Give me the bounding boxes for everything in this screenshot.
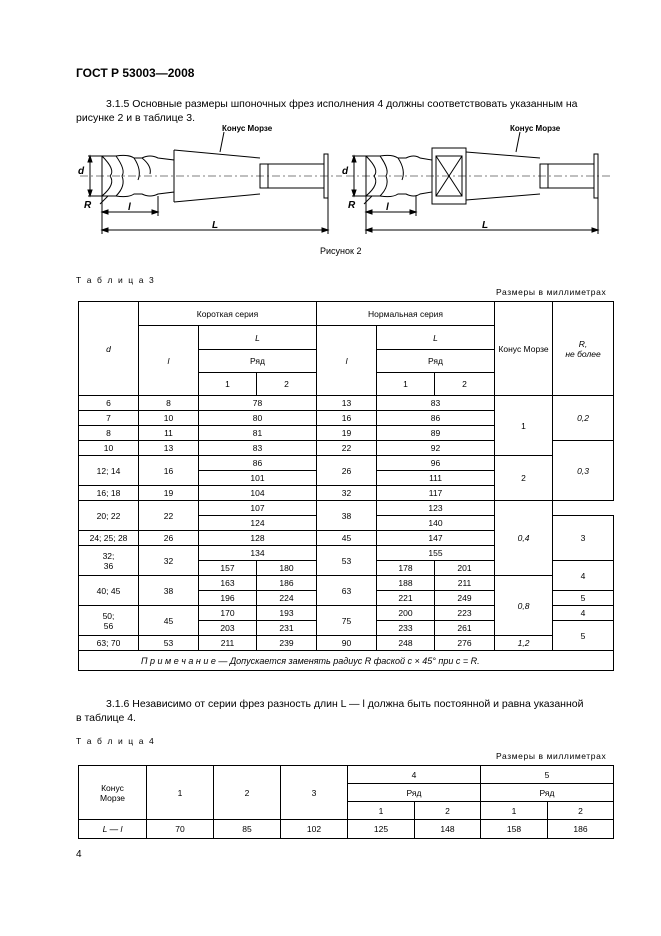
- t4-head-sub: 2: [548, 802, 614, 820]
- t4-cell: 148: [415, 820, 481, 839]
- t3-cell: 4: [553, 561, 614, 591]
- t3-cell: 124: [199, 516, 317, 531]
- t3-head-r-line1: R,: [578, 338, 588, 349]
- t3-cell: 157: [199, 561, 257, 576]
- t3-head-r: [553, 302, 614, 396]
- t3-cell: 19: [317, 426, 377, 441]
- t3-cell: 89: [377, 426, 495, 441]
- t3-cell: 86: [377, 411, 495, 426]
- t3-cell: 16: [317, 411, 377, 426]
- t3-cell: 19: [139, 486, 199, 501]
- t3-cell: 40; 45: [79, 576, 139, 606]
- label-L-right: L: [482, 220, 489, 231]
- t3-cell: 2: [495, 456, 553, 501]
- t3-cell: 63; 70: [79, 636, 139, 651]
- t4-head-col: 4: [348, 766, 481, 784]
- t3-head-l-normal: l: [317, 326, 377, 396]
- table3-units: Размеры в миллиметрах: [496, 287, 607, 297]
- t3-cell: 248: [377, 636, 435, 651]
- t3-cell: 170: [199, 606, 257, 621]
- t3-cell: 123: [377, 501, 495, 516]
- t3-cell: 117: [377, 486, 495, 501]
- t3-cell: 63: [317, 576, 377, 606]
- t4-cell: 85: [214, 820, 281, 839]
- label-morse-left: Конус Морзе: [222, 124, 273, 133]
- t3-head-row-normal: Ряд: [377, 350, 495, 373]
- t3-cell: 83: [377, 396, 495, 411]
- t4-cell: 125: [348, 820, 415, 839]
- label-d-right: d: [342, 166, 349, 177]
- t3-cell: 5: [553, 591, 614, 606]
- t4-cell: 158: [481, 820, 548, 839]
- label-l-right: l: [386, 202, 389, 213]
- paragraph-3-1-5-line1: 3.1.5 Основные размеры шпоночных фрез исполнения 4 должны соответствовать указанным на: [106, 98, 578, 110]
- t4-cell: 102: [281, 820, 348, 839]
- label-l-left: l: [128, 202, 131, 213]
- t3-cell: 180: [257, 561, 317, 576]
- t3-head-r-line2: не более: [565, 348, 601, 359]
- t3-cell: 200: [377, 606, 435, 621]
- table-4: [78, 765, 614, 839]
- t3-cell: 1: [495, 396, 553, 456]
- t3-head-short: Короткая серия: [139, 302, 317, 326]
- t3-cell: 53: [317, 546, 377, 576]
- t3-head-L-short: L: [199, 326, 317, 350]
- t3-cell: 12; 14: [79, 456, 139, 486]
- t3-cell: 13: [139, 441, 199, 456]
- t3-cell: 233: [377, 621, 435, 636]
- t3-cell: 107: [199, 501, 317, 516]
- label-morse-right: Конус Морзе: [510, 124, 561, 133]
- t3-cell: 0,3: [553, 441, 614, 501]
- t3-cell: 261: [435, 621, 495, 636]
- t3-cell: 22: [139, 501, 199, 531]
- label-d-left: d: [78, 166, 85, 177]
- t3-head-short-2: 2: [257, 373, 317, 396]
- t3-cell: 3: [553, 516, 614, 561]
- t3-head-normal-2: 2: [435, 373, 495, 396]
- t4-head-row: Ряд: [481, 784, 614, 802]
- t3-cell: 10: [139, 411, 199, 426]
- t3-cell: 32: [317, 486, 377, 501]
- t3-cell: 38: [139, 576, 199, 606]
- t3-cell: 276: [435, 636, 495, 651]
- t3-cell-d-56: 56: [103, 620, 114, 631]
- t3-cell: 101: [199, 471, 317, 486]
- t3-cell: 147: [377, 531, 495, 546]
- label-r-right: R: [348, 200, 356, 211]
- t3-cell-d-50-56: [79, 606, 139, 636]
- t3-cell: 1,2: [495, 636, 553, 651]
- t3-cell: 4: [553, 606, 614, 621]
- t3-cell: 196: [199, 591, 257, 606]
- figure-caption: Рисунок 2: [320, 246, 362, 256]
- paragraph-3-1-5-line2: рисунке 2 и в таблице 3.: [76, 112, 195, 124]
- t4-cell: 186: [548, 820, 614, 839]
- t3-cell: 45: [317, 531, 377, 546]
- t3-cell: 7: [79, 411, 139, 426]
- t4-row-label: L — l: [79, 820, 147, 839]
- t3-cell: 249: [435, 591, 495, 606]
- t3-cell: 203: [199, 621, 257, 636]
- t3-cell: 20; 22: [79, 501, 139, 531]
- t4-head-morse-line1: Конус: [101, 782, 124, 793]
- t3-head-l-short: l: [139, 326, 199, 396]
- t3-cell: 178: [377, 561, 435, 576]
- t3-cell: 221: [377, 591, 435, 606]
- t3-cell: 163: [199, 576, 257, 591]
- paragraph-3-1-6-line1: 3.1.6 Независимо от серии фрез разность длин L — l должна быть постоянной и равна указанной: [106, 698, 584, 710]
- t3-cell: 224: [257, 591, 317, 606]
- t3-head-morse: Конус Морзе: [495, 302, 553, 396]
- t3-cell: 231: [257, 621, 317, 636]
- table3-label: Т а б л и ц а 3: [76, 275, 156, 285]
- table4-label: Т а б л и ц а 4: [76, 736, 156, 746]
- t3-cell: 13: [317, 396, 377, 411]
- t3-cell: 75: [317, 606, 377, 636]
- t3-cell: 80: [199, 411, 317, 426]
- label-r-left: R: [84, 200, 92, 211]
- t4-head-morse: [79, 766, 147, 820]
- t3-head-row-short: Ряд: [199, 350, 317, 373]
- t3-cell: 32: [139, 546, 199, 576]
- t3-cell: 26: [317, 456, 377, 486]
- t3-cell: 188: [377, 576, 435, 591]
- t4-cell: 70: [147, 820, 214, 839]
- t3-cell: 78: [199, 396, 317, 411]
- label-L-left: L: [212, 220, 219, 231]
- t3-cell: 45: [139, 606, 199, 636]
- t3-cell: 86: [199, 456, 317, 471]
- t3-cell: 90: [317, 636, 377, 651]
- t4-head-sub: 1: [348, 802, 415, 820]
- t3-cell: 223: [435, 606, 495, 621]
- t4-head-sub: 2: [415, 802, 481, 820]
- t3-cell: 104: [199, 486, 317, 501]
- t3-head-L-normal: L: [377, 326, 495, 350]
- t4-head-morse-line2: Морзе: [99, 792, 126, 803]
- t3-cell: 211: [199, 636, 257, 651]
- t3-cell: 155: [377, 546, 495, 561]
- t4-head-col: 3: [281, 766, 348, 820]
- table4-units: Размеры в миллиметрах: [496, 751, 607, 761]
- t3-cell: 53: [139, 636, 199, 651]
- t3-cell: 8: [139, 396, 199, 411]
- t3-cell: 22: [317, 441, 377, 456]
- t3-cell: 38: [317, 501, 377, 531]
- t3-cell: 10: [79, 441, 139, 456]
- t3-cell: 134: [199, 546, 317, 561]
- t3-cell-d-32: 32;: [102, 550, 115, 561]
- paragraph-3-1-6-line2: в таблице 4.: [76, 712, 136, 724]
- document-header: ГОСТ Р 53003—2008: [76, 66, 195, 80]
- page-number: 4: [76, 849, 82, 860]
- t3-cell: 26: [139, 531, 199, 546]
- t4-head-row: Ряд: [348, 784, 481, 802]
- t3-head-normal: Нормальная серия: [317, 302, 495, 326]
- t3-head-normal-1: 1: [377, 373, 435, 396]
- t3-cell: 16; 18: [79, 486, 139, 501]
- t4-head-sub: 1: [481, 802, 548, 820]
- t3-cell: 0,4: [495, 501, 553, 576]
- t3-cell: 96: [377, 456, 495, 471]
- t3-cell: 11: [139, 426, 199, 441]
- t4-head-col: 2: [214, 766, 281, 820]
- t3-cell: 6: [79, 396, 139, 411]
- t3-cell: 193: [257, 606, 317, 621]
- figure-2-drawing: [70, 124, 618, 240]
- t3-cell: 16: [139, 456, 199, 486]
- t3-cell: 186: [257, 576, 317, 591]
- t3-head-d: d: [79, 302, 139, 396]
- t3-cell: 81: [199, 426, 317, 441]
- t3-cell: 5: [553, 621, 614, 651]
- t4-head-col: 1: [147, 766, 214, 820]
- t4-head-col: 5: [481, 766, 614, 784]
- t3-cell: 0,8: [495, 576, 553, 636]
- t3-cell: 83: [199, 441, 317, 456]
- table-3: [78, 301, 614, 671]
- t3-cell: 92: [377, 441, 495, 456]
- t3-cell: 24; 25; 28: [79, 531, 139, 546]
- t3-cell: 211: [435, 576, 495, 591]
- table3-note: П р и м е ч а н и е — Допускается заменять радиус R фаской c × 45° при c = R.: [79, 651, 614, 671]
- t3-cell: 128: [199, 531, 317, 546]
- t3-cell-d-36: 36: [103, 560, 114, 571]
- t3-head-short-1: 1: [199, 373, 257, 396]
- t3-cell-d-50: 50;: [102, 610, 115, 621]
- t3-cell-d-32-36: [79, 546, 139, 576]
- t3-cell: 8: [79, 426, 139, 441]
- t3-cell: 111: [377, 471, 495, 486]
- t3-cell: 201: [435, 561, 495, 576]
- t3-cell: 0,2: [553, 396, 614, 441]
- t3-cell: 239: [257, 636, 317, 651]
- t3-cell: 140: [377, 516, 495, 531]
